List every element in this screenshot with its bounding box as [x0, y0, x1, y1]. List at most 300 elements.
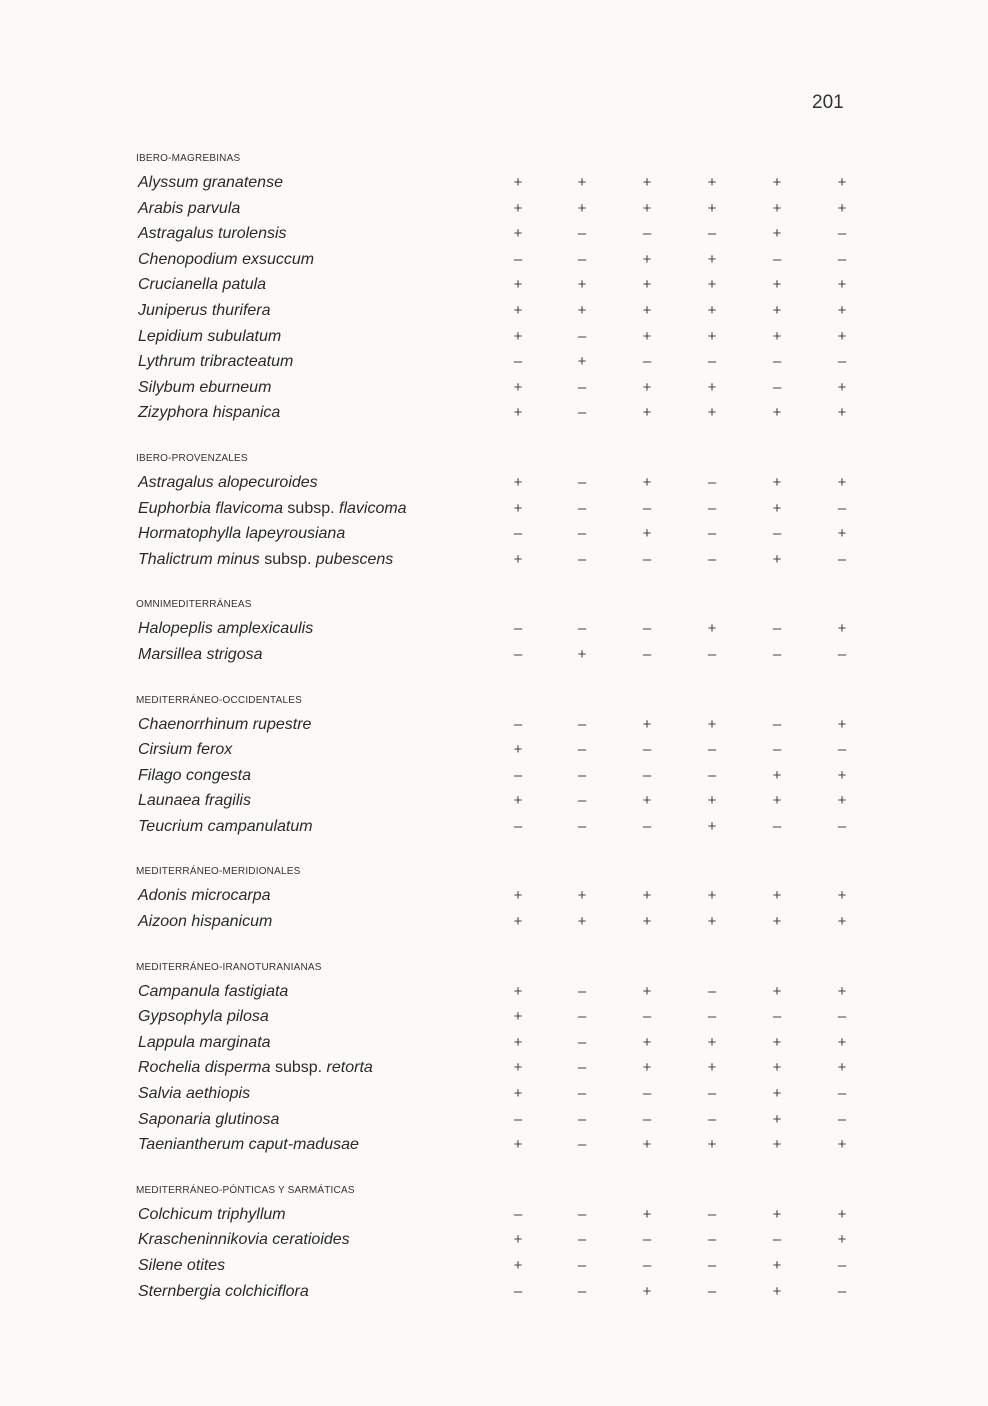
presence-mark: – [577, 715, 587, 733]
presence-mark: + [707, 715, 717, 733]
presence-mark: + [837, 766, 847, 784]
subspecies-abbrev: subsp. [259, 550, 316, 568]
presence-mark: – [707, 1257, 717, 1274]
species-name [138, 547, 393, 573]
presence-mark: + [707, 199, 717, 217]
species-name [138, 814, 313, 840]
presence-mark: – [577, 1110, 587, 1128]
presence-mark: + [513, 378, 523, 396]
presence-mark: + [577, 887, 587, 905]
species-binomial: Filago congesta [138, 766, 251, 784]
species-binomial: Silene otites [138, 1257, 226, 1274]
presence-mark: + [642, 1033, 652, 1051]
presence-mark: + [577, 913, 587, 931]
table-row [0, 375, 988, 401]
presence-mark: + [707, 1059, 717, 1077]
presence-mark: – [837, 741, 847, 759]
presence-mark: + [837, 1231, 847, 1249]
presence-mark: – [577, 792, 587, 810]
table-row [0, 1279, 988, 1305]
presence-mark: – [513, 766, 523, 784]
presence-mark: + [707, 1136, 717, 1154]
presence-mark: + [577, 199, 587, 217]
presence-mark: – [577, 225, 587, 243]
table-row [0, 883, 988, 909]
presence-mark: + [772, 1257, 782, 1274]
presence-mark: + [513, 1257, 523, 1274]
presence-mark: – [577, 817, 587, 835]
presence-mark: – [707, 1205, 717, 1223]
presence-mark: + [513, 1136, 523, 1154]
group-heading: OMNIMEDITERRÁNEAS [136, 599, 252, 611]
species-name [138, 616, 313, 642]
group-heading: MEDITERRÁNEO-OCCIDENTALES [136, 694, 302, 706]
presence-mark: – [772, 620, 782, 638]
presence-mark: – [577, 404, 587, 422]
species-binomial: Rochelia disperma [138, 1059, 271, 1077]
presence-mark: – [577, 1033, 587, 1051]
presence-mark: + [642, 715, 652, 733]
species-name [138, 1227, 350, 1253]
presence-mark: + [772, 301, 782, 319]
group-heading: MEDITERRÁNEO-IRANOTURANIANAS [136, 961, 322, 973]
species-binomial: Astragalus turolensis [138, 225, 287, 243]
presence-mark: – [577, 1282, 587, 1300]
presence-mark: + [772, 766, 782, 784]
presence-mark: + [513, 913, 523, 931]
presence-mark: + [513, 199, 523, 217]
species-binomial: Euphorbia flavicoma [138, 499, 283, 517]
presence-mark: – [707, 766, 717, 784]
presence-mark: + [837, 404, 847, 422]
presence-mark: + [513, 301, 523, 319]
presence-mark: – [577, 1205, 587, 1223]
presence-mark: – [772, 817, 782, 835]
presence-mark: + [577, 276, 587, 294]
presence-mark: – [513, 715, 523, 733]
species-name [138, 298, 271, 324]
presence-mark: + [772, 225, 782, 243]
presence-mark: – [642, 817, 652, 835]
presence-mark: + [642, 301, 652, 319]
presence-mark: – [707, 645, 717, 663]
species-group [0, 690, 988, 840]
subspecies-epithet: flavicoma [339, 499, 407, 517]
species-name [138, 349, 293, 375]
presence-mark: + [577, 301, 587, 319]
species-name [138, 170, 283, 196]
subspecies-epithet: pubescens [315, 550, 394, 568]
presence-mark: – [707, 1282, 717, 1300]
presence-mark: – [837, 353, 847, 371]
presence-mark: – [772, 645, 782, 663]
presence-mark: + [513, 887, 523, 905]
table-row [0, 247, 988, 273]
presence-mark: – [577, 620, 587, 638]
species-name [138, 1030, 271, 1056]
presence-mark: + [642, 250, 652, 268]
species-binomial: Juniperus thurifera [138, 301, 271, 319]
presence-mark: + [513, 792, 523, 810]
presence-mark: – [577, 1136, 587, 1154]
presence-mark: + [642, 982, 652, 1000]
presence-mark: – [577, 741, 587, 759]
presence-mark: + [707, 913, 717, 931]
presence-mark: – [837, 817, 847, 835]
species-binomial: Silybum eburneum [138, 378, 272, 396]
presence-mark: + [772, 473, 782, 491]
species-name [138, 737, 232, 763]
table-row [0, 1030, 988, 1056]
presence-mark: – [577, 250, 587, 268]
species-name [138, 324, 281, 350]
presence-mark: – [707, 741, 717, 759]
presence-mark: – [642, 645, 652, 663]
table-row [0, 909, 988, 935]
presence-mark: – [772, 353, 782, 371]
presence-mark: + [837, 199, 847, 217]
presence-mark: – [513, 353, 523, 371]
presence-mark: – [642, 1110, 652, 1128]
species-name [138, 470, 318, 496]
presence-mark: – [577, 550, 587, 568]
presence-mark: + [707, 174, 717, 191]
presence-mark: – [577, 327, 587, 345]
presence-mark: – [642, 1008, 652, 1026]
presence-mark: + [772, 913, 782, 931]
species-binomial: Alyssum granatense [138, 174, 283, 191]
presence-mark: + [837, 327, 847, 345]
presence-mark: – [513, 250, 523, 268]
presence-mark: + [707, 620, 717, 638]
presence-mark: – [577, 1257, 587, 1274]
table-row [0, 788, 988, 814]
species-name [138, 642, 262, 668]
presence-mark: – [837, 645, 847, 663]
presence-mark: + [513, 1231, 523, 1249]
presence-mark: + [513, 225, 523, 243]
presence-mark: + [837, 1136, 847, 1154]
species-name [138, 272, 266, 298]
table-row [0, 196, 988, 222]
table-row [0, 221, 988, 247]
table-row [0, 1004, 988, 1030]
presence-mark: + [707, 792, 717, 810]
table-row [0, 737, 988, 763]
species-name [138, 909, 272, 935]
presence-mark: – [642, 741, 652, 759]
species-name [138, 1202, 286, 1228]
species-name [138, 375, 271, 401]
presence-mark: + [772, 982, 782, 1000]
presence-mark: + [707, 404, 717, 422]
species-binomial: Lappula marginata [138, 1033, 271, 1051]
table-row [0, 979, 988, 1005]
species-binomial: Chaenorrhinum rupestre [138, 715, 312, 733]
presence-mark: + [513, 741, 523, 759]
presence-mark: + [642, 327, 652, 345]
table-row [0, 814, 988, 840]
species-name [138, 247, 314, 273]
presence-mark: + [642, 174, 652, 191]
presence-mark: + [642, 199, 652, 217]
presence-mark: + [513, 982, 523, 1000]
presence-mark: + [642, 1059, 652, 1077]
presence-mark: + [642, 887, 652, 905]
table-row [0, 496, 988, 522]
species-name [138, 196, 240, 222]
presence-mark: + [513, 327, 523, 345]
species-binomial: Cirsium ferox [138, 741, 233, 759]
presence-mark: – [577, 1231, 587, 1249]
species-binomial: Colchicum triphyllum [138, 1205, 286, 1223]
presence-mark: – [707, 525, 717, 543]
presence-mark: + [707, 250, 717, 268]
presence-mark: – [837, 499, 847, 517]
table-row [0, 763, 988, 789]
presence-mark: + [642, 378, 652, 396]
group-heading: MEDITERRÁNEO-MERIDIONALES [136, 866, 301, 878]
presence-mark: + [772, 1033, 782, 1051]
presence-mark: – [513, 1282, 523, 1300]
table-row [0, 1081, 988, 1107]
presence-mark: – [772, 715, 782, 733]
table-row [0, 712, 988, 738]
presence-mark: + [772, 276, 782, 294]
species-group [0, 594, 988, 667]
table-row [0, 170, 988, 196]
table-row [0, 1202, 988, 1228]
species-binomial: Gypsophyla pilosa [138, 1008, 269, 1026]
species-binomial: Teucrium campanulatum [138, 817, 313, 835]
presence-mark: – [577, 499, 587, 517]
presence-mark: + [577, 645, 587, 663]
presence-mark: – [642, 1085, 652, 1103]
species-group [0, 448, 988, 572]
presence-mark: – [642, 1231, 652, 1249]
presence-mark: + [837, 473, 847, 491]
presence-mark: + [772, 1282, 782, 1300]
table-row [0, 324, 988, 350]
species-name [138, 1279, 309, 1305]
species-binomial: Aizoon hispanicum [138, 913, 273, 931]
presence-mark: + [707, 887, 717, 905]
presence-mark: + [707, 327, 717, 345]
presence-mark: + [642, 913, 652, 931]
presence-mark: – [772, 1008, 782, 1026]
presence-mark: – [772, 1231, 782, 1249]
presence-mark: – [577, 1085, 587, 1103]
presence-mark: + [513, 473, 523, 491]
table-row [0, 349, 988, 375]
presence-mark: – [837, 225, 847, 243]
species-binomial: Hormatophylla lapeyrousiana [138, 525, 346, 543]
table-row [0, 1253, 988, 1279]
species-binomial: Saponaria glutinosa [138, 1110, 280, 1128]
species-binomial: Halopeplis amplexicaulis [138, 620, 314, 638]
table-row [0, 616, 988, 642]
species-binomial: Chenopodium exsuccum [138, 250, 315, 268]
presence-mark: – [513, 1110, 523, 1128]
presence-mark: – [513, 817, 523, 835]
species-binomial: Adonis microcarpa [138, 887, 271, 905]
species-group [0, 861, 988, 934]
presence-mark: + [577, 353, 587, 371]
presence-mark: + [642, 473, 652, 491]
species-name [138, 1055, 373, 1081]
species-name [138, 712, 311, 738]
group-heading: MEDITERRÁNEO-PÓNTICAS Y SARMÁTICAS [136, 1184, 355, 1196]
presence-mark: + [642, 1205, 652, 1223]
species-name [138, 1253, 225, 1279]
presence-mark: + [513, 276, 523, 294]
presence-mark: – [837, 1257, 847, 1274]
presence-mark: + [642, 1282, 652, 1300]
table-row [0, 1107, 988, 1133]
species-binomial: Thalictrum minus [138, 550, 260, 568]
presence-mark: – [772, 741, 782, 759]
species-binomial: Marsillea strigosa [138, 645, 263, 663]
presence-mark: – [577, 473, 587, 491]
species-name [138, 1132, 359, 1158]
species-name [138, 883, 271, 909]
presence-mark: – [837, 550, 847, 568]
presence-mark: + [772, 887, 782, 905]
presence-mark: + [513, 404, 523, 422]
presence-mark: + [837, 982, 847, 1000]
species-binomial: Lythrum tribracteatum [138, 353, 294, 371]
presence-mark: + [772, 499, 782, 517]
presence-mark: + [772, 1110, 782, 1128]
presence-mark: + [772, 404, 782, 422]
presence-mark: + [707, 301, 717, 319]
subspecies-abbrev: subsp. [282, 499, 339, 517]
presence-mark: – [707, 1085, 717, 1103]
presence-mark: + [577, 174, 587, 191]
species-binomial: Krascheninnikovia ceratioides [138, 1231, 350, 1249]
presence-mark: – [642, 353, 652, 371]
presence-mark: + [837, 276, 847, 294]
presence-mark: + [772, 792, 782, 810]
presence-mark: + [772, 174, 782, 191]
table-row [0, 1227, 988, 1253]
presence-mark: + [837, 1059, 847, 1077]
presence-mark: + [837, 301, 847, 319]
presence-mark: + [772, 1136, 782, 1154]
species-name [138, 1004, 269, 1030]
species-binomial: Taeniantherum caput-madusae [138, 1136, 359, 1154]
presence-mark: + [772, 199, 782, 217]
table-row [0, 400, 988, 426]
presence-mark: – [642, 620, 652, 638]
presence-mark: + [837, 620, 847, 638]
table-row [0, 272, 988, 298]
presence-mark: – [707, 982, 717, 1000]
species-binomial: Crucianella patula [138, 276, 267, 294]
presence-mark: + [837, 913, 847, 931]
presence-mark: + [707, 1033, 717, 1051]
presence-mark: – [837, 250, 847, 268]
species-name [138, 221, 287, 247]
presence-mark: + [513, 1033, 523, 1051]
presence-mark: – [577, 525, 587, 543]
species-binomial: Sternbergia colchiciflora [138, 1282, 309, 1300]
presence-mark: + [837, 792, 847, 810]
presence-mark: – [837, 1282, 847, 1300]
presence-mark: – [513, 620, 523, 638]
species-name [138, 1107, 279, 1133]
presence-mark: + [707, 817, 717, 835]
species-binomial: Salvia aethiopis [138, 1085, 251, 1103]
presence-mark: – [577, 766, 587, 784]
presence-mark: + [837, 1205, 847, 1223]
presence-mark: – [707, 550, 717, 568]
species-group [0, 148, 988, 426]
presence-mark: – [707, 499, 717, 517]
subspecies-epithet: retorta [326, 1059, 373, 1077]
presence-mark: – [642, 225, 652, 243]
page-number: 201 [812, 92, 844, 113]
presence-mark: + [513, 499, 523, 517]
presence-mark: – [772, 525, 782, 543]
presence-mark: + [513, 1085, 523, 1103]
presence-mark: + [772, 1085, 782, 1103]
presence-mark: + [513, 550, 523, 568]
presence-mark: – [577, 1008, 587, 1026]
presence-mark: + [772, 327, 782, 345]
presence-mark: + [707, 276, 717, 294]
table-row [0, 642, 988, 668]
presence-mark: – [513, 525, 523, 543]
presence-mark: – [577, 1059, 587, 1077]
table-row [0, 470, 988, 496]
presence-mark: + [837, 525, 847, 543]
presence-mark: + [837, 378, 847, 396]
species-name [138, 400, 280, 426]
species-binomial: Launaea fragilis [138, 792, 251, 810]
presence-mark: + [772, 1059, 782, 1077]
presence-mark: + [642, 276, 652, 294]
presence-mark: + [642, 404, 652, 422]
table-row [0, 521, 988, 547]
presence-mark: + [707, 378, 717, 396]
group-heading: IBERO-PROVENZALES [136, 452, 248, 464]
presence-mark: – [513, 645, 523, 663]
presence-mark: + [642, 1136, 652, 1154]
species-binomial: Campanula fastigiata [138, 982, 289, 1000]
presence-mark: + [513, 1059, 523, 1077]
presence-mark: – [642, 1257, 652, 1274]
species-name [138, 521, 345, 547]
presence-mark: – [707, 1008, 717, 1026]
presence-mark: – [837, 1110, 847, 1128]
presence-mark: – [707, 353, 717, 371]
presence-mark: – [642, 499, 652, 517]
presence-mark: + [642, 525, 652, 543]
species-name [138, 979, 288, 1005]
presence-mark: – [837, 1008, 847, 1026]
table-row [0, 1132, 988, 1158]
species-binomial: Astragalus alopecuroides [138, 473, 318, 491]
species-name [138, 1081, 250, 1107]
table-row [0, 298, 988, 324]
table-row [0, 1055, 988, 1081]
species-binomial: Arabis parvula [138, 199, 241, 217]
presence-mark: – [707, 1231, 717, 1249]
presence-mark: + [772, 1205, 782, 1223]
presence-mark: – [642, 766, 652, 784]
table-row [0, 547, 988, 573]
